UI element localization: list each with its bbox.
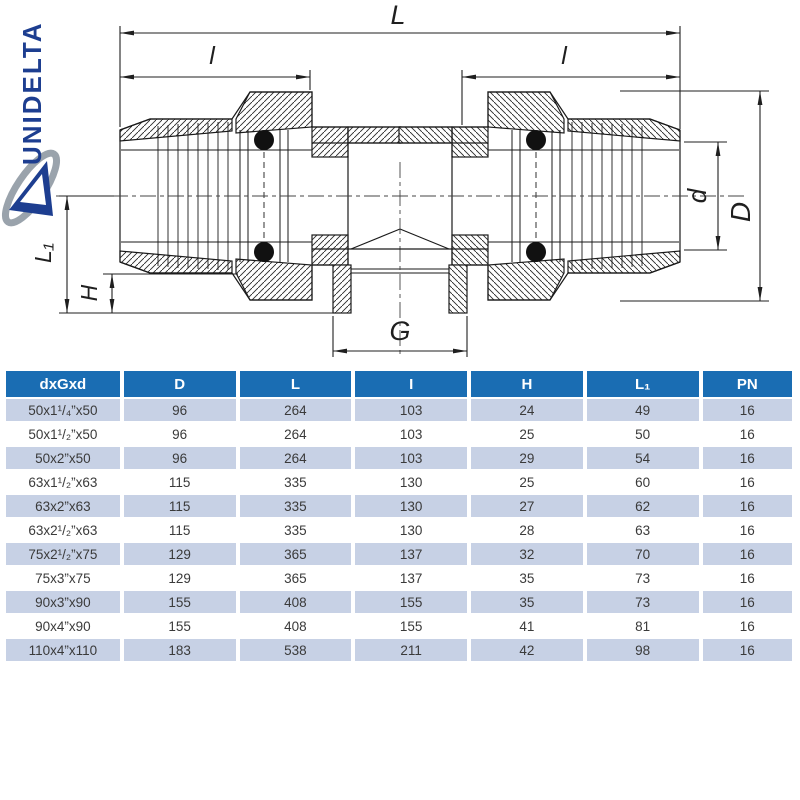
label-L1: L₁ bbox=[30, 242, 56, 264]
spec-cell: 129 bbox=[124, 567, 236, 589]
table-row bbox=[6, 615, 792, 637]
spec-cell: 73 bbox=[587, 591, 699, 613]
spec-cell: 63x2”x63 bbox=[6, 495, 120, 517]
spec-cell: 25 bbox=[471, 471, 583, 493]
spec-cell: 335 bbox=[240, 471, 352, 493]
o-ring bbox=[254, 130, 274, 150]
table-row bbox=[6, 543, 792, 565]
spec-cell: 90x4”x90 bbox=[6, 615, 120, 637]
spec-cell: 408 bbox=[240, 591, 352, 613]
fitting-cross-section bbox=[0, 0, 800, 366]
spec-cell: 103 bbox=[355, 423, 467, 445]
column-header: H bbox=[471, 371, 583, 397]
spec-cell: 16 bbox=[703, 615, 792, 637]
spec-cell: 73 bbox=[587, 567, 699, 589]
spec-cell: 155 bbox=[124, 591, 236, 613]
label-L: L bbox=[390, 0, 406, 30]
spec-cell: 75x3”x75 bbox=[6, 567, 120, 589]
technical-drawing bbox=[0, 0, 800, 366]
spec-cell: 41 bbox=[471, 615, 583, 637]
spec-cell: 335 bbox=[240, 519, 352, 541]
spec-cell: 155 bbox=[124, 615, 236, 637]
table-row bbox=[6, 639, 792, 661]
spec-cell: 50x1¹/₄”x50 bbox=[6, 399, 120, 421]
table-row bbox=[6, 471, 792, 493]
table-row bbox=[6, 371, 792, 397]
spec-cell: 35 bbox=[471, 591, 583, 613]
spec-cell: 50x2”x50 bbox=[6, 447, 120, 469]
spec-cell: 264 bbox=[240, 447, 352, 469]
spec-cell: 27 bbox=[471, 495, 583, 517]
spec-cell: 35 bbox=[471, 567, 583, 589]
spec-cell: 115 bbox=[124, 495, 236, 517]
spec-cell: 16 bbox=[703, 399, 792, 421]
spec-cell: 183 bbox=[124, 639, 236, 661]
spec-cell: 130 bbox=[355, 495, 467, 517]
spec-cell: 115 bbox=[124, 471, 236, 493]
table-row bbox=[6, 423, 792, 445]
label-G: G bbox=[389, 316, 411, 346]
spec-cell: 70 bbox=[587, 543, 699, 565]
spec-cell: 264 bbox=[240, 423, 352, 445]
label-d: d bbox=[682, 188, 712, 204]
spec-cell: 103 bbox=[355, 399, 467, 421]
spec-cell: 211 bbox=[355, 639, 467, 661]
spec-cell: 264 bbox=[240, 399, 352, 421]
spec-cell: 54 bbox=[587, 447, 699, 469]
spec-cell: 103 bbox=[355, 447, 467, 469]
table-row bbox=[6, 591, 792, 613]
branch-wall bbox=[333, 265, 351, 313]
spec-cell: 28 bbox=[471, 519, 583, 541]
spec-cell: 155 bbox=[355, 615, 467, 637]
spec-cell: 98 bbox=[587, 639, 699, 661]
spec-cell: 96 bbox=[124, 399, 236, 421]
spec-cell: 110x4”x110 bbox=[6, 639, 120, 661]
spec-cell: 60 bbox=[587, 471, 699, 493]
spec-cell: 129 bbox=[124, 543, 236, 565]
table-row bbox=[6, 399, 792, 421]
spec-cell: 63x2¹/₂”x63 bbox=[6, 519, 120, 541]
spec-cell: 96 bbox=[124, 423, 236, 445]
spec-cell: 16 bbox=[703, 423, 792, 445]
o-ring bbox=[254, 242, 274, 262]
spec-cell: 16 bbox=[703, 519, 792, 541]
spec-cell: 25 bbox=[471, 423, 583, 445]
spec-cell: 32 bbox=[471, 543, 583, 565]
spec-cell: 96 bbox=[124, 447, 236, 469]
spec-cell: 16 bbox=[703, 495, 792, 517]
spec-cell: 24 bbox=[471, 399, 583, 421]
spec-cell: 49 bbox=[587, 399, 699, 421]
table-row bbox=[6, 495, 792, 517]
spec-cell: 408 bbox=[240, 615, 352, 637]
spec-cell: 16 bbox=[703, 567, 792, 589]
spec-cell: 90x3”x90 bbox=[6, 591, 120, 613]
spec-cell: 365 bbox=[240, 567, 352, 589]
spec-cell: 137 bbox=[355, 567, 467, 589]
spec-cell: 75x2¹/₂”x75 bbox=[6, 543, 120, 565]
spec-cell: 137 bbox=[355, 543, 467, 565]
spec-cell: 16 bbox=[703, 591, 792, 613]
spec-cell: 130 bbox=[355, 519, 467, 541]
table-row bbox=[6, 447, 792, 469]
label-l-right: l bbox=[561, 42, 567, 70]
spec-cell: 50x1¹/₂”x50 bbox=[6, 423, 120, 445]
column-header: I bbox=[355, 371, 467, 397]
spec-cell: 538 bbox=[240, 639, 352, 661]
spec-table-header bbox=[6, 371, 792, 397]
spec-cell: 63x1¹/₂”x63 bbox=[6, 471, 120, 493]
table-row bbox=[6, 519, 792, 541]
column-header: L bbox=[240, 371, 352, 397]
column-header: L₁ bbox=[587, 371, 699, 397]
dimension-lines bbox=[59, 26, 769, 357]
spec-cell: 155 bbox=[355, 591, 467, 613]
spec-cell: 16 bbox=[703, 471, 792, 493]
spec-cell: 42 bbox=[471, 639, 583, 661]
brand-name: UNIDELTA bbox=[17, 21, 47, 165]
spec-table-body bbox=[6, 399, 792, 661]
spec-cell: 81 bbox=[587, 615, 699, 637]
column-header: D bbox=[124, 371, 236, 397]
spec-cell: 63 bbox=[587, 519, 699, 541]
spec-cell: 62 bbox=[587, 495, 699, 517]
spec-cell: 365 bbox=[240, 543, 352, 565]
spec-cell: 115 bbox=[124, 519, 236, 541]
label-l-left: l bbox=[209, 42, 215, 70]
spec-cell: 16 bbox=[703, 543, 792, 565]
spec-cell: 335 bbox=[240, 495, 352, 517]
column-header: PN bbox=[703, 371, 792, 397]
unidelta-logo bbox=[0, 21, 65, 229]
column-header: dxGxd bbox=[6, 371, 120, 397]
spec-cell: 130 bbox=[355, 471, 467, 493]
label-D: D bbox=[725, 201, 756, 223]
table-row bbox=[6, 567, 792, 589]
fitting-half bbox=[120, 92, 401, 313]
label-H: H bbox=[76, 284, 102, 302]
spec-table bbox=[2, 369, 796, 663]
spec-cell: 16 bbox=[703, 639, 792, 661]
spec-cell: 16 bbox=[703, 447, 792, 469]
spec-cell: 29 bbox=[471, 447, 583, 469]
spec-cell: 50 bbox=[587, 423, 699, 445]
